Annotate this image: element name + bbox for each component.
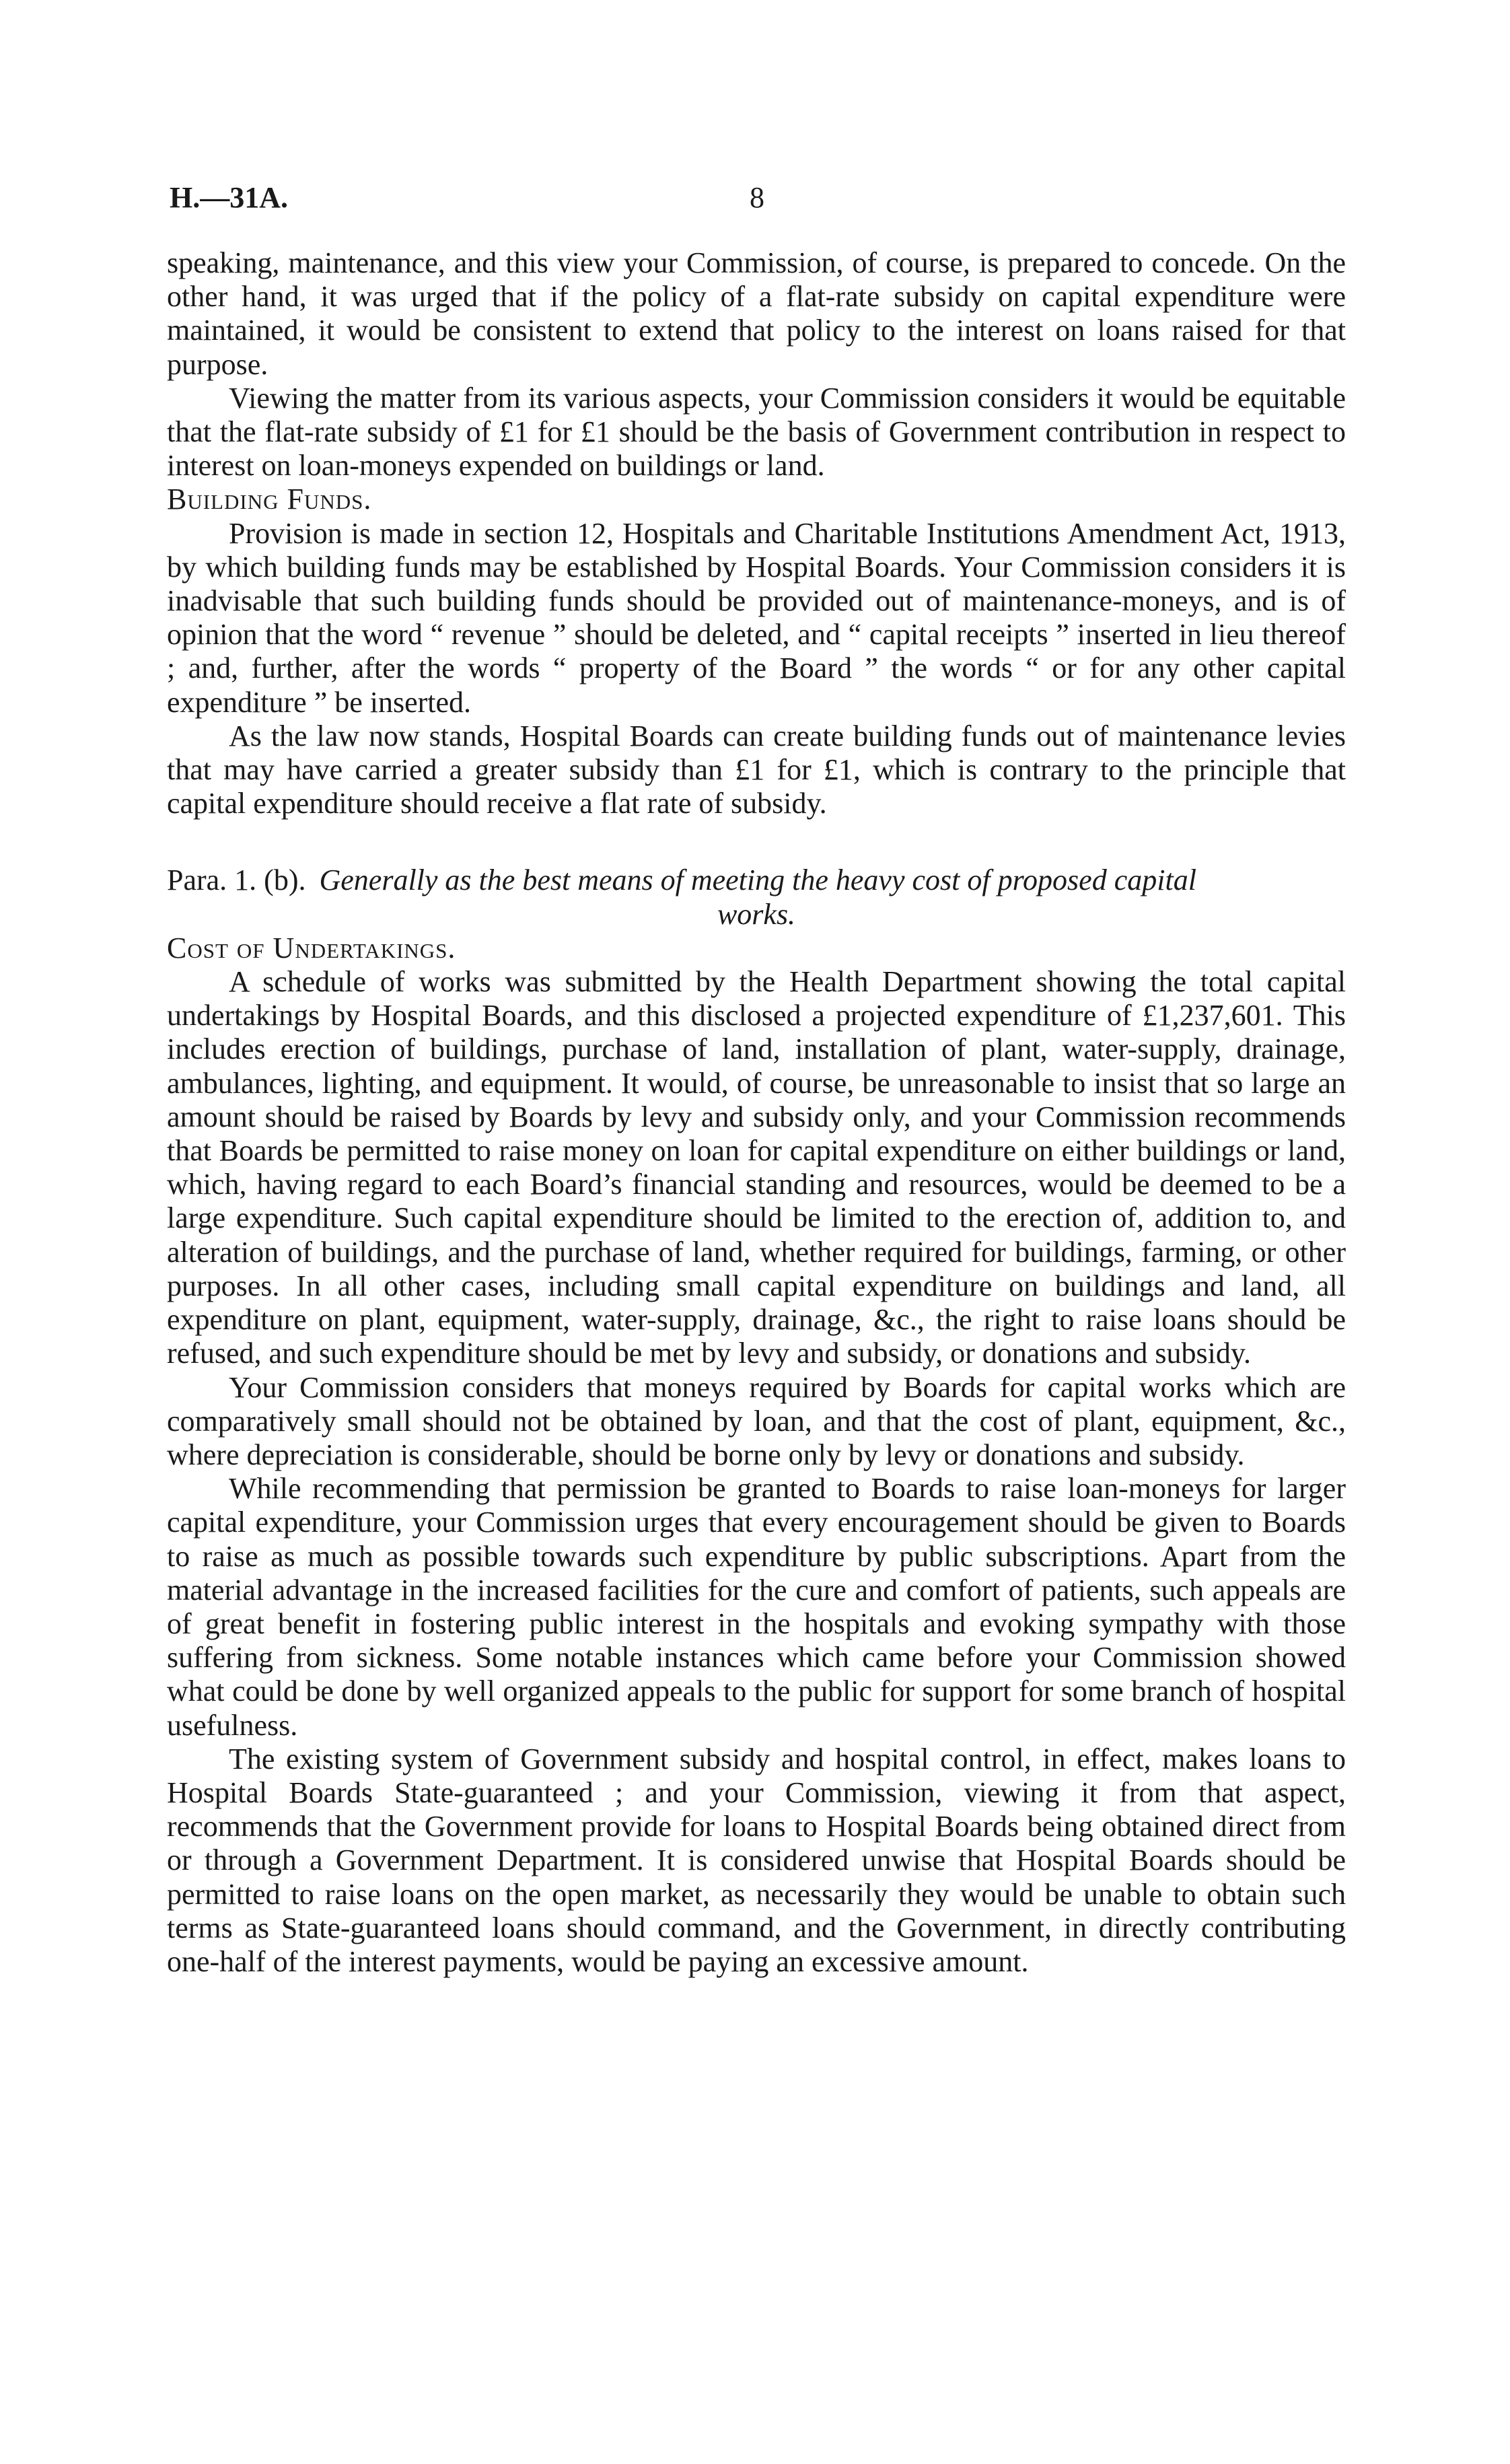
body-paragraph: speaking, maintenance, and this view your Commission, of course, is prepared to concede. On the other hand, it was urged that if the policy of a flat-rate subsidy on capital expenditure were maintained, it would be consistent to extend that policy to the interest on loans raised for that purpose. [167,246,1346,381]
body-paragraph: Your Commission considers that moneys required by Boards for capital works which are comparatively small should not be obtained by loan, and that the cost of plant, equipment, &c., where depreciation is considerable, should be borne only by levy or donations and subsidy. [167,1370,1346,1471]
body-paragraph: The existing system of Government subsidy and hospital control, in effect, makes loans to Hospital Boards State-guaranteed ; and your Commission, viewing it from that aspect, recommends that the Government provide for loans to Hospital Boards being obtained direct from or through a Government Department. It is considered unwise that Hospital Boards should be permitted to raise loans on the open market, as necessarily they would be unable to obtain such terms as State-guaranteed loans should command, and the Government, in directly contributing one-half of the interest payments, would be paying an excessive amount. [167,1742,1346,1978]
page-header [170,180,1340,221]
section-heading-cost-of-undertakings: Cost of Undertakings. [167,931,456,964]
report-reference: H.—31A. [170,181,288,214]
para-reference-label: Para. 1. (b). [167,864,306,897]
page-number: 8 [750,181,764,214]
body-paragraph: While recommending that permission be granted to Boards to raise loan-moneys for larger capital expenditure, your Commission urges that every encouragement should be given to Boards to raise as much as possible towards such expenditure by public subscriptions. Apart from the material advantage in the increased facilities for the cure and comfort of patients, such appeals are of great benefit in fostering public interest in the hospitals and evoking sympathy with those suffering from sickness. Some notable instances which came before your Commission showed what could be done by well organized appeals to the public for support for some branch of hospital usefulness. [167,1472,1346,1742]
section-heading-building-funds: Building Funds. [167,483,372,516]
body-paragraph: A schedule of works was submitted by the Health Department showing the total capital undertakings by Hospital Boards, and this disclosed a projected expenditure of £1,237,601. This includes erection of buildings, purchase of land, installation of plant, water-supply, drainage, ambulances, lighting, and equipment. It would, of course, be unreasonable to insist that so large an amount should be raised by Boards by levy and subsidy only, and your Commission recommends that Boards be permitted to raise money on loan for capital expenditure on either buildings or land, which, having regard to each Board’s financial standing and resources, would be deemed to be a large expenditure. Such capital expenditure should be limited to the erection of, addition to, and alteration of buildings, and the purchase of land, whether required for buildings, farming, or other purposes. In all other cases, including small capital expenditure on buildings and land, all expenditure on plant, equipment, water-supply, drainage, &c., the right to raise loans should be refused, and such expenditure should be met by levy and subsidy, or donations and subsidy. [167,965,1346,1370]
document-body [167,246,1346,1979]
para-reference-title-continued: works. [717,897,796,931]
para-reference-title: Generally as the best means of meeting the heavy cost of proposed capital [319,864,1196,897]
body-paragraph: As the law now stands, Hospital Boards can create building funds out of maintenance levies that may have carried a greater subsidy than £1 for £1, which is contrary to the principle that capital expenditure should receive a flat rate of subsidy. [167,719,1346,820]
body-paragraph: Provision is made in section 12, Hospitals and Charitable Institutions Amendment Act, 1913, by which building funds may be established by Hospital Boards. Your Commission considers it is inadvisable that such building funds should be provided out of maintenance-moneys, and is of opinion that the word “ revenue ” should be deleted, and “ capital receipts ” inserted in lieu thereof ; and, further, after the words “ property of the Board ” the words “ or for any other capital expenditure ” be inserted. [167,516,1346,719]
body-paragraph: Viewing the matter from its various aspects, your Commission considers it would be equitable that the flat-rate subsidy of £1 for £1 should be the basis of Government contribution in respect to interest on loan-moneys expended on buildings or land. [167,381,1346,483]
para-reference [167,864,1346,931]
